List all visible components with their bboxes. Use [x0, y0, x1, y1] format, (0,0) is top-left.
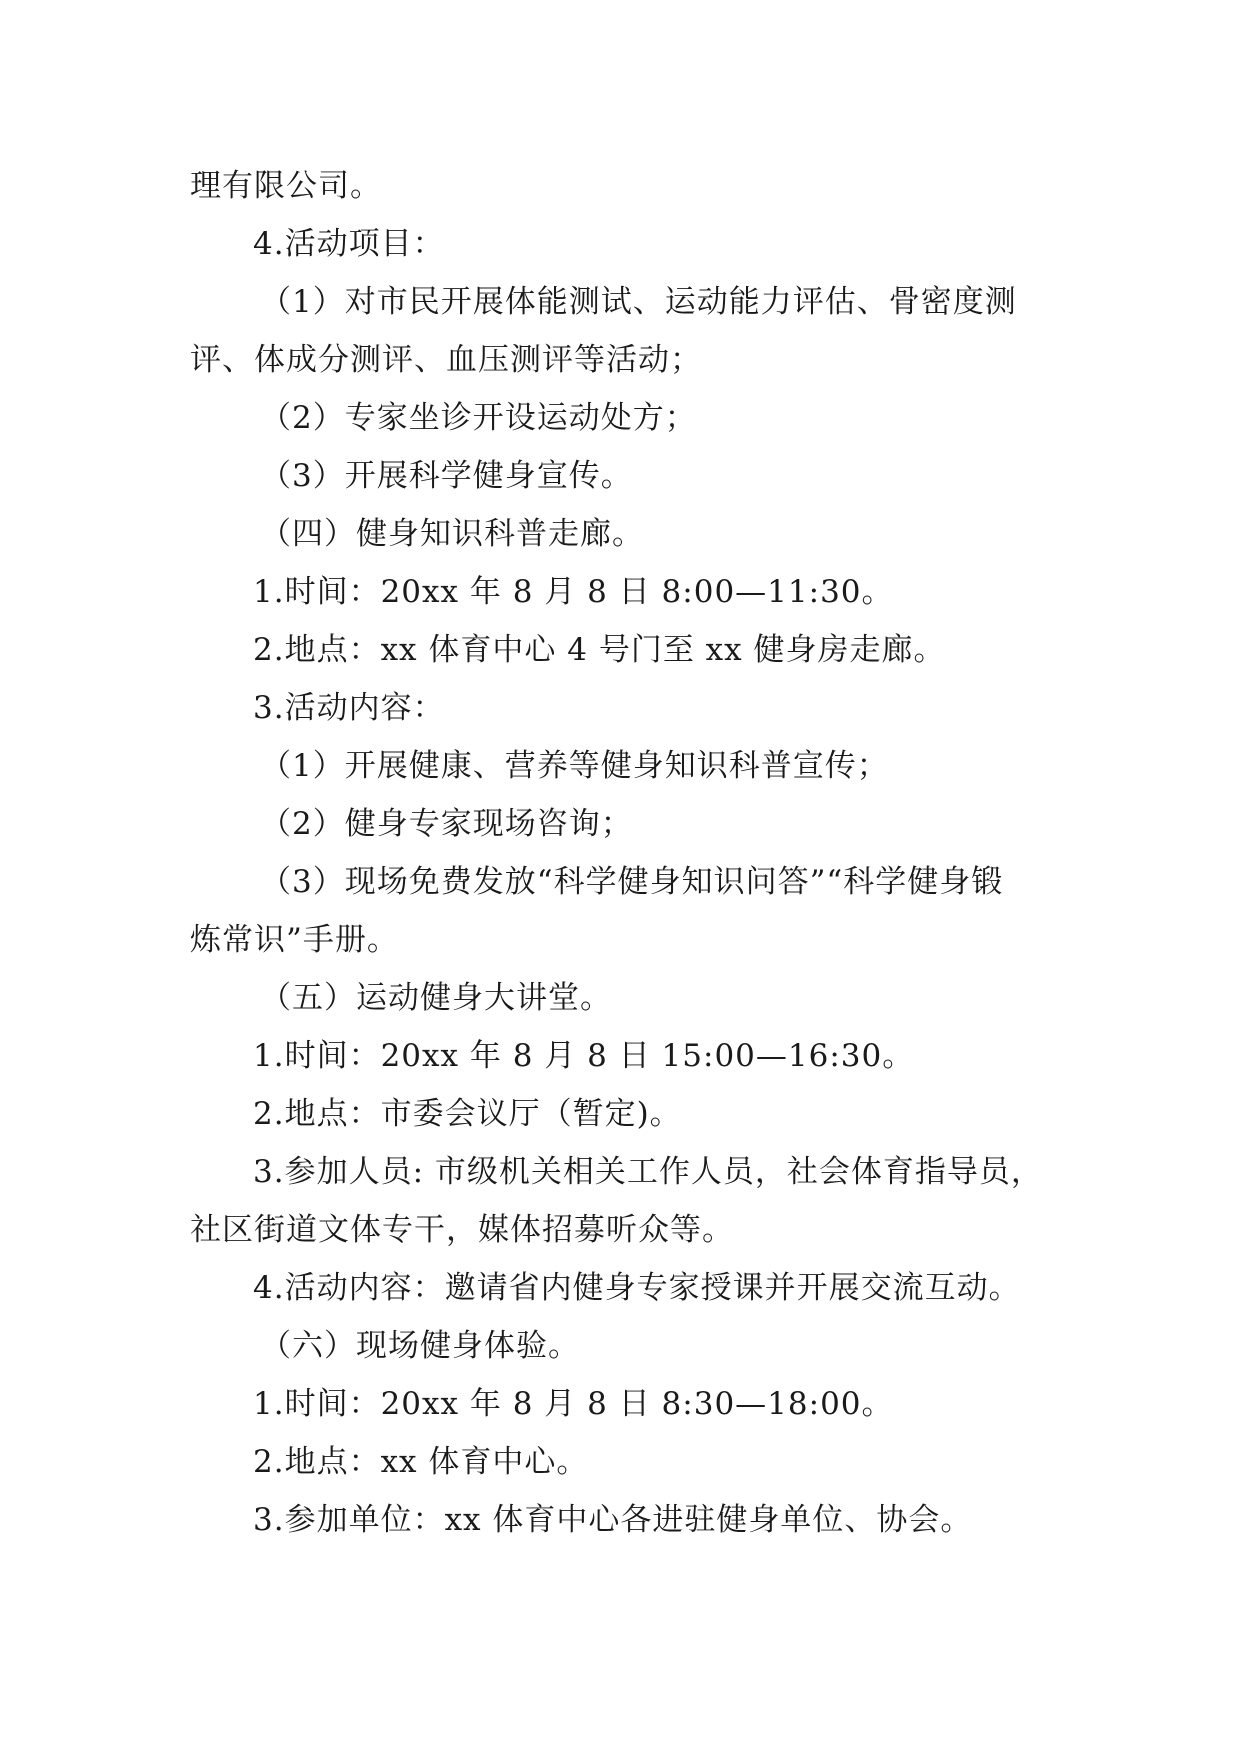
section-heading: （五）运动健身大讲堂。 [260, 980, 612, 1016]
text-line: （3）开展科学健身宣传。 [260, 458, 633, 494]
text-line: 2.地点：xx 体育中心 4 号门至 xx 健身房走廊。 [253, 632, 946, 668]
text-line: （3）现场免费发放“科学健身知识问答”“科学健身锻 [260, 864, 1004, 900]
text-line: 3.活动内容： [253, 690, 445, 726]
text-line: 1.时间：20xx 年 8 月 8 日 8:00—11:30。 [253, 574, 894, 610]
text-line: 2.地点：xx 体育中心。 [253, 1444, 589, 1480]
text-line: 理有限公司。 [190, 168, 382, 204]
text-line: （2）专家坐诊开设运动处方； [260, 400, 697, 436]
document-body [190, 157, 1070, 1549]
text-line: 4.活动内容：邀请省内健身专家授课并开展交流互动。 [253, 1270, 1021, 1306]
text-line: 3.参加人员: 市级机关相关工作人员，社会体育指导员， [253, 1154, 1043, 1190]
text-line: 评、体成分测评、血压测评等活动； [190, 342, 702, 378]
text-line: 社区街道文体专干，媒体招募听众等。 [190, 1212, 734, 1248]
section-heading: （六）现场健身体验。 [260, 1328, 580, 1364]
text-line: 4.活动项目： [253, 226, 445, 262]
text-line: 1.时间：20xx 年 8 月 8 日 15:00—16:30。 [253, 1038, 915, 1074]
section-heading: （四）健身知识科普走廊。 [260, 516, 644, 552]
text-line: 炼常识”手册。 [190, 922, 399, 958]
text-line: 2.地点：市委会议厅（暂定)。 [253, 1096, 682, 1132]
text-line: （1）开展健康、营养等健身知识科普宣传； [260, 748, 889, 784]
text-line: 1.时间：20xx 年 8 月 8 日 8:30—18:00。 [253, 1386, 894, 1422]
text-line: （2）健身专家现场咨询； [260, 806, 633, 842]
text-line: （1）对市民开展体能测试、运动能力评估、骨密度测 [260, 284, 1017, 320]
text-line: 3.参加单位：xx 体育中心各进驻健身单位、协会。 [253, 1502, 973, 1538]
